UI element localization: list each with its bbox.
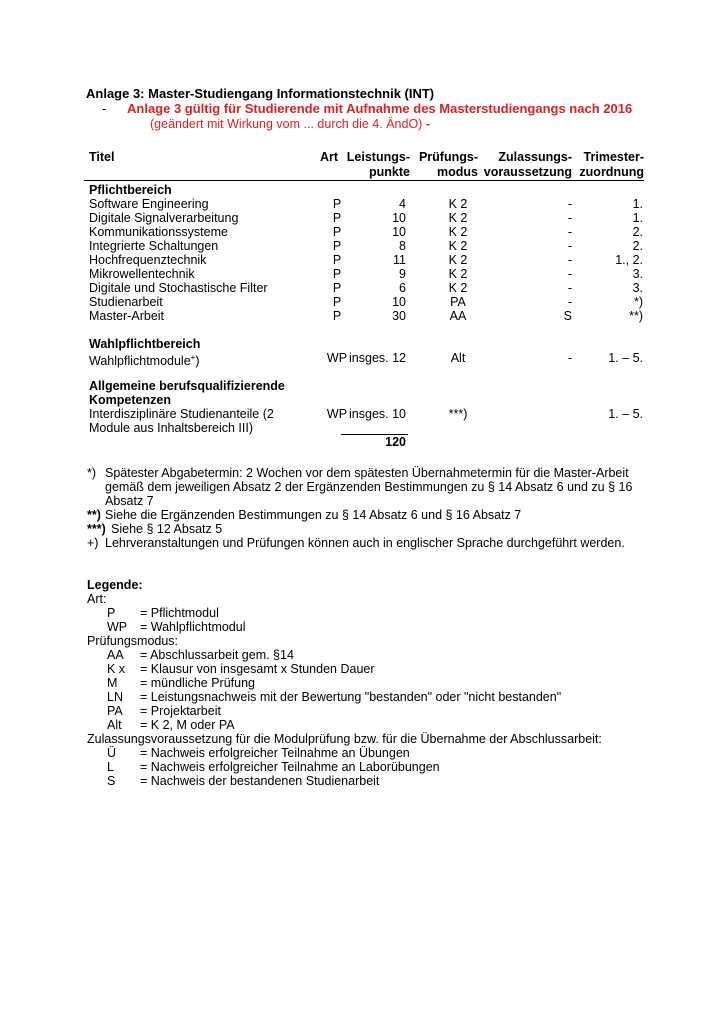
- table-row: [0, 295, 724, 309]
- legend-value: = Pflichtmodul: [140, 606, 219, 620]
- legend-value: = Projektarbeit: [140, 704, 221, 718]
- module-zv: S: [563, 309, 572, 323]
- page-title: Anlage 3: Master-Studiengang Informationstechnik (INT): [86, 86, 435, 101]
- legend-art-label: Art:: [87, 592, 107, 606]
- module-pm: K 2: [448, 281, 468, 295]
- module-tz: 3.: [632, 281, 643, 295]
- module-pm: K 2: [448, 211, 468, 225]
- legend-value: = Klausur von insgesamt x Stunden Dauer: [140, 662, 375, 676]
- legend-item: [0, 746, 724, 760]
- module-zv: -: [567, 239, 572, 253]
- module-lp: 10: [392, 211, 406, 225]
- module-art: P: [332, 197, 342, 211]
- section-allgemeine-kompetenzen: [0, 379, 724, 393]
- section-title: Pflichtbereich: [89, 183, 172, 197]
- amendment-note: [150, 117, 430, 131]
- module-title: Interdisziplinäre Studienanteile (2: [89, 407, 274, 421]
- module-art: P: [332, 239, 342, 253]
- module-title-end: ): [195, 354, 200, 369]
- amendment-end-dash: -: [425, 117, 430, 131]
- legend-value: = Leistungsnachweis mit der Bewertung "bestanden" oder "nicht bestanden": [140, 690, 562, 704]
- legend-key: PA: [107, 704, 123, 718]
- section-allgemeine-kompetenzen-2: [0, 393, 724, 407]
- table-row: [0, 253, 724, 267]
- legend-value: = Nachweis erfolgreicher Teilnahme an Laborübungen: [140, 760, 440, 774]
- amendment-text: (geändert mit Wirkung vom ... durch die 4. ÄndO): [150, 117, 423, 131]
- footnote-text: [105, 466, 645, 508]
- legend-value: = mündliche Prüfung: [140, 676, 256, 690]
- legend-item: [0, 760, 724, 774]
- module-pm: ***): [448, 407, 468, 421]
- module-zv: -: [567, 351, 572, 365]
- legend-key: S: [107, 774, 116, 788]
- module-title: Master-Arbeit: [89, 309, 165, 323]
- module-title-text: Wahlpflichtmodule: [89, 354, 191, 369]
- legend-item: [0, 676, 724, 690]
- legend-key: WP: [107, 620, 128, 634]
- footnote: [87, 536, 647, 550]
- col-header-pruefungsmodus: [395, 150, 478, 180]
- legend-item: [0, 606, 724, 620]
- legend-pm-label: Prüfungsmodus:: [87, 634, 179, 648]
- module-title: Hochfrequenztechnik: [89, 253, 207, 267]
- module-zv: -: [567, 295, 572, 309]
- module-art: P: [332, 211, 342, 225]
- module-zv: -: [567, 211, 572, 225]
- legend-value: = Nachweis erfolgreicher Teilnahme an Übungen: [140, 746, 410, 760]
- module-lp: insges. 10: [349, 407, 406, 421]
- col-header-tz-line1: Trimester-: [583, 150, 644, 164]
- module-tz: 3.: [632, 267, 643, 281]
- table-row: [0, 421, 724, 435]
- col-header-pm-line2: modus: [437, 165, 478, 179]
- table-row: [0, 225, 724, 239]
- legend-key: LN: [107, 690, 123, 704]
- section-title-line2: Kompetenzen: [89, 393, 171, 407]
- table-row: [0, 309, 724, 323]
- module-title-line2: Module aus Inhaltsbereich III): [89, 421, 253, 435]
- table-row: [0, 211, 724, 225]
- module-pm: K 2: [448, 197, 468, 211]
- module-tz: 1. – 5.: [608, 407, 643, 421]
- legend-zv-label: Zulassungsvoraussetzung für die Modulprüfung bzw. für die Übernahme der Abschlussarbeit:: [87, 732, 602, 746]
- col-header-trimester: [560, 150, 644, 180]
- module-lp: 10: [392, 225, 406, 239]
- col-header-art: Art: [320, 150, 339, 164]
- footnote-line: Absatz 7: [105, 494, 154, 508]
- module-pm: K 2: [448, 225, 468, 239]
- module-lp: 6: [399, 281, 406, 295]
- legend-key: Ü: [107, 746, 117, 760]
- header-rule: [84, 180, 644, 181]
- col-header-tz-line2: zuordnung: [579, 165, 644, 179]
- table-row: [0, 281, 724, 295]
- module-lp: 8: [399, 239, 406, 253]
- module-zv: -: [567, 253, 572, 267]
- footnote-line: Siehe § 12 Absatz 5: [111, 522, 223, 536]
- legend-key: P: [107, 606, 116, 620]
- section-pflichtbereich: [0, 183, 724, 197]
- module-title: Digitale Signalverarbeitung: [89, 211, 239, 225]
- section-title: Wahlpflichtbereich: [89, 337, 201, 351]
- footnote: [87, 522, 647, 536]
- sum-total: 120: [385, 435, 406, 449]
- legend-value: = K 2, M oder PA: [140, 718, 235, 732]
- legend-key: Alt: [107, 718, 122, 732]
- section-wahlpflichtbereich: [0, 337, 724, 351]
- module-pm: PA: [450, 295, 466, 309]
- legend-value: = Wahlpflichtmodul: [140, 620, 246, 634]
- legend-item: [0, 704, 724, 718]
- legend-item: [0, 620, 724, 634]
- module-pm: Alt: [450, 351, 466, 365]
- footnote-text: [111, 522, 651, 536]
- footnote-line: Lehrveranstaltungen und Prüfungen können auch in englischer Sprache durchgeführt werden.: [105, 536, 625, 550]
- module-title: Studienarbeit: [89, 295, 163, 309]
- footnote-line: Siehe die Ergänzenden Bestimmungen zu § 14 Absatz 6 und § 16 Absatz 7: [105, 508, 522, 522]
- col-header-pm-line1: Prüfungs-: [418, 150, 478, 164]
- module-tz: **): [629, 309, 643, 323]
- module-zv: -: [567, 281, 572, 295]
- module-zv: -: [567, 267, 572, 281]
- module-title: [89, 351, 200, 368]
- module-pm: K 2: [448, 267, 468, 281]
- module-title: Kommunikationssysteme: [89, 225, 228, 239]
- legend-item: [0, 774, 724, 788]
- module-art: P: [332, 295, 342, 309]
- module-zv: -: [567, 225, 572, 239]
- footnote-text: [105, 508, 645, 522]
- table-row: [0, 351, 724, 369]
- module-art: P: [332, 309, 342, 323]
- footnote-mark: **): [87, 508, 101, 522]
- module-title: Digitale und Stochastische Filter: [89, 281, 268, 295]
- module-art: P: [332, 253, 342, 267]
- legend-key: L: [107, 760, 114, 774]
- module-title: Integrierte Schaltungen: [89, 239, 219, 253]
- footnote-mark: +): [87, 536, 99, 550]
- module-art: P: [332, 267, 342, 281]
- legend-item: [0, 648, 724, 662]
- footnote: [87, 508, 647, 522]
- col-header-zulassung: [470, 150, 572, 180]
- module-tz: 1.: [632, 211, 643, 225]
- module-title: Mikrowellentechnik: [89, 267, 195, 281]
- module-pm: AA: [449, 309, 467, 323]
- bullet-dash: -: [102, 101, 107, 116]
- footnote-line: Spätester Abgabetermin: 2 Wochen vor dem spätesten Übernahmetermin für die Master-Arbeit: [105, 466, 629, 480]
- section-title-line1: Allgemeine berufsqualifizierende: [89, 379, 285, 393]
- legend-item: [0, 662, 724, 676]
- col-header-titel: Titel: [89, 150, 115, 164]
- module-pm: K 2: [448, 253, 468, 267]
- legend-value: = Nachweis der bestandenen Studienarbeit: [140, 774, 380, 788]
- col-header-zv-line2: voraussetzung: [483, 165, 572, 179]
- module-zv: -: [567, 197, 572, 211]
- footnote-mark: *): [87, 466, 97, 480]
- module-lp: insges. 12: [349, 351, 406, 365]
- module-title: Software Engineering: [89, 197, 209, 211]
- module-art: P: [332, 225, 342, 239]
- module-tz: *): [633, 295, 643, 309]
- legend-title: Legende:: [87, 578, 143, 592]
- footnote-text: [105, 536, 645, 550]
- module-pm: K 2: [448, 239, 468, 253]
- footnote-mark: ***): [87, 522, 106, 536]
- module-lp: 11: [393, 253, 406, 267]
- module-tz: 2.: [632, 239, 643, 253]
- legend-key: AA: [107, 648, 124, 662]
- module-lp: 4: [399, 197, 406, 211]
- table-row: [0, 407, 724, 421]
- legend-key: K x: [107, 662, 126, 676]
- table-row: [0, 267, 724, 281]
- legend-value: = Abschlussarbeit gem. §14: [140, 648, 294, 662]
- footnote: [87, 466, 647, 508]
- module-art: WP: [326, 407, 348, 421]
- col-header-lp-line1: Leistungs-: [346, 150, 410, 164]
- legend-key: M: [107, 676, 118, 690]
- module-lp: 9: [399, 267, 406, 281]
- module-title-sup: +: [190, 353, 196, 362]
- table-row: [0, 197, 724, 211]
- module-lp: 30: [392, 309, 406, 323]
- table-row: [0, 239, 724, 253]
- legend-item: [0, 718, 724, 732]
- module-tz: 1. – 5.: [608, 351, 643, 365]
- validity-text: Anlage 3 gültig für Studierende mit Aufnahme des Masterstudiengangs nach 2016: [127, 101, 633, 116]
- module-tz: 2.: [632, 225, 643, 239]
- module-lp: 10: [392, 295, 406, 309]
- validity-note: [102, 101, 633, 116]
- legend-item: [0, 690, 724, 704]
- module-art: WP: [326, 351, 348, 365]
- footnote-line: gemäß dem jeweiligen Absatz 2 der Ergänzenden Bestimmungen zu § 14 Absatz 6 und zu § 16: [105, 480, 633, 494]
- col-header-lp-line2: punkte: [369, 165, 410, 179]
- module-art: P: [332, 281, 342, 295]
- module-tz: 1., 2.: [615, 253, 643, 267]
- col-header-zv-line1: Zulassungs-: [498, 150, 572, 164]
- module-tz: 1.: [632, 197, 643, 211]
